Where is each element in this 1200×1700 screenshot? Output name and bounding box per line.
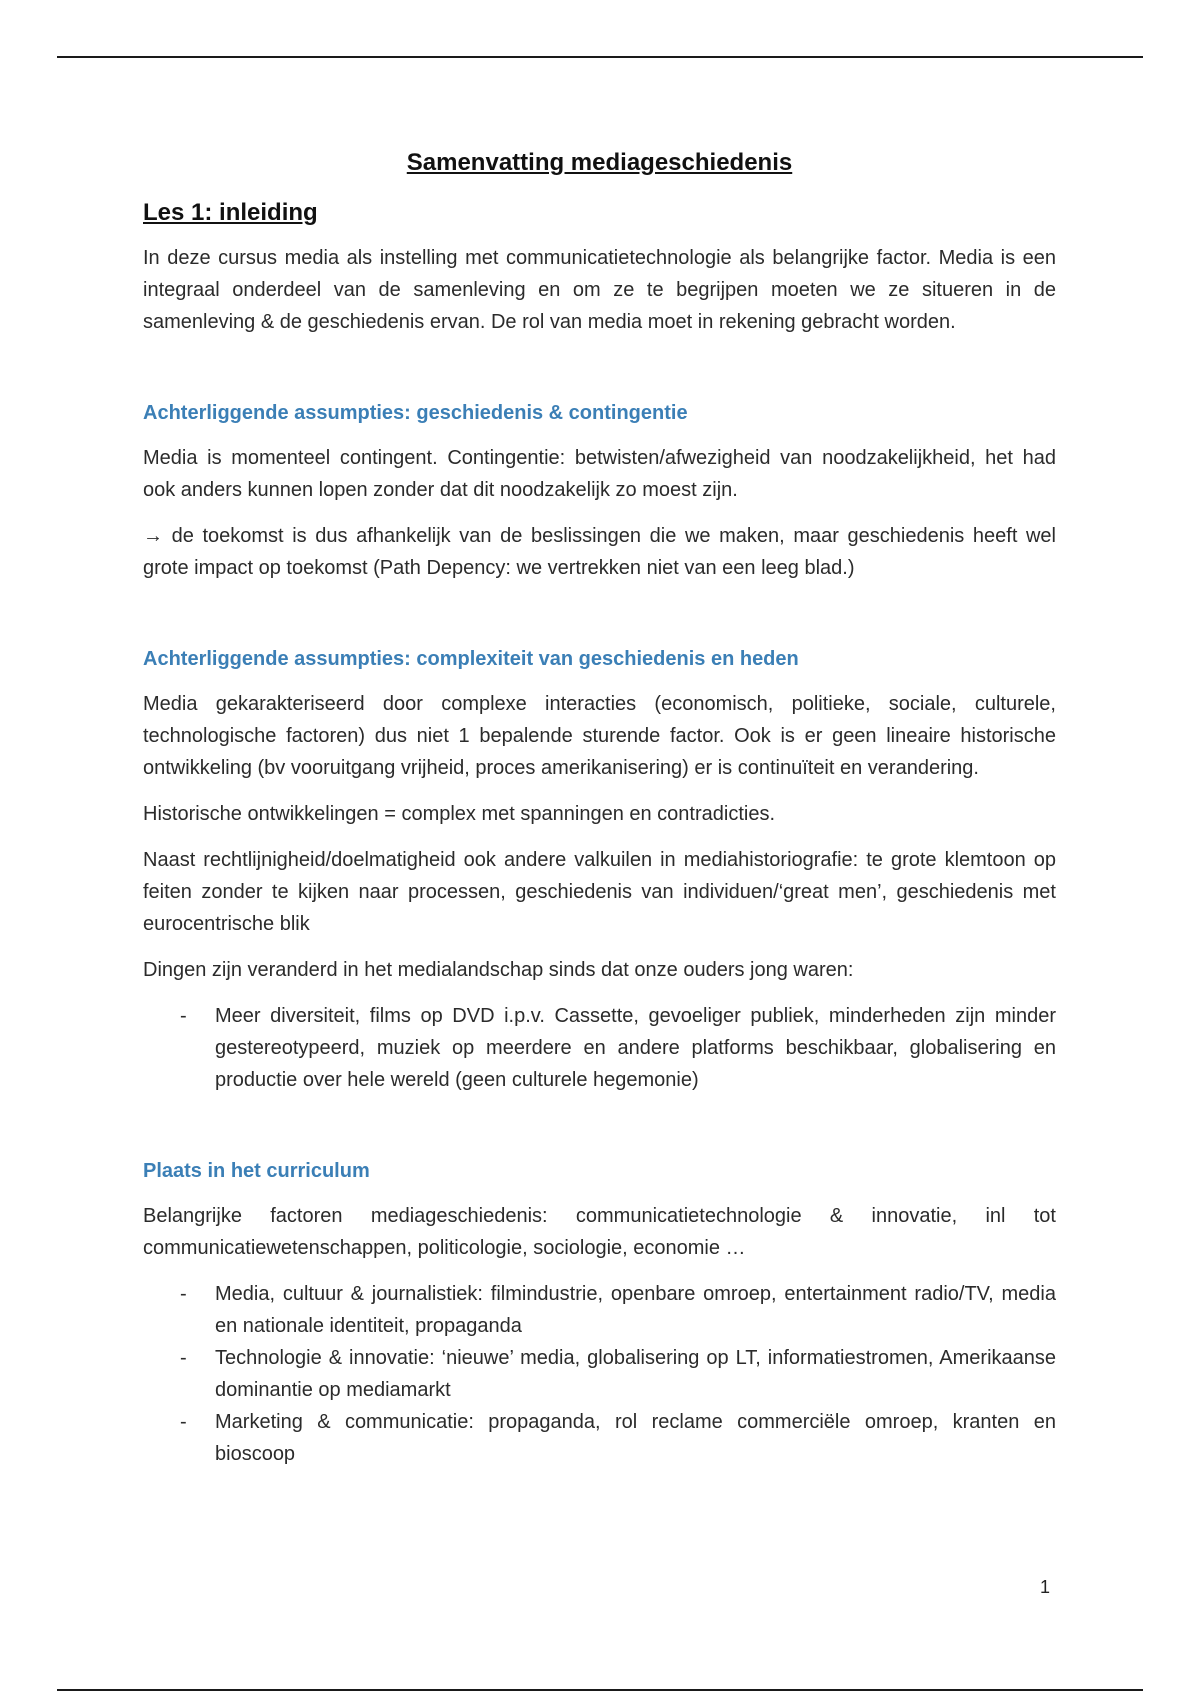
document-page [143,140,1056,1470]
page-number: 1 [1040,1577,1051,1597]
document-title: Samenvatting mediageschiedenis [406,149,793,176]
section-heading-curriculum: Plaats in het curriculum [143,1160,370,1182]
list-item-text: Meer diversiteit, films op DVD i.p.v. Cassette, gevoeliger publiek, minderheden zijn minder gestereotypeerd, muziek op meerdere en andere platforms beschikbaar, globalisering en productie over hele wereld (geen culturele hegemonie) [215,1005,1056,1091]
list-item-text: Media, cultuur & journalistiek: filmindustrie, openbare omroep, entertainment radio/TV, media en nationale identiteit, propaganda [215,1283,1056,1337]
complexiteit-paragraph-4: Dingen zijn veranderd in het medialandschap sinds dat onze ouders jong waren: [143,959,854,981]
curriculum-bullet-list [143,1278,1056,1470]
list-item-text: Technologie & innovatie: ‘nieuwe’ media, globalisering op LT, informatiestromen, Amerikaanse dominantie op mediamarkt [215,1347,1056,1401]
curriculum-paragraph-1: Belangrijke factoren mediageschiedenis: communicatietechnologie & innovatie, inl tot communicatiewetenschappen, politicologie, sociologie, economie … [143,1205,1056,1259]
section-heading-contingentie: Achterliggende assumpties: geschiedenis & contingentie [143,402,688,424]
bullet-dash: - [180,1347,187,1369]
list-item [143,1278,1056,1342]
bullet-dash: - [180,1283,187,1305]
list-item [143,1000,1056,1096]
bullet-dash: - [180,1411,187,1433]
contingentie-paragraph-1: Media is momenteel contingent. Contingentie: betwisten/afwezigheid van noodzakelijkheid, het had ook anders kunnen lopen zonder dat dit noodzakelijk zo moest zijn. [143,447,1056,501]
section-heading-complexiteit: Achterliggende assumpties: complexiteit van geschiedenis en heden [143,648,799,670]
lesson-intro-paragraph: In deze cursus media als instelling met communicatietechnologie als belangrijke factor. Media is een integraal onderdeel van de samenleving en om ze te begrijpen moeten we ze situeren in de samenleving & de geschiedenis ervan. De rol van media moet in rekening gebracht worden. [143,247,1056,333]
complexiteit-paragraph-3: Naast rechtlijnigheid/doelmatigheid ook andere valkuilen in mediahistoriografie: te grote klemtoon op feiten zonder te kijken naar processen, geschiedenis van individuen/‘great men’, geschiedenis met eurocentrische blik [143,849,1056,935]
bullet-dash: - [180,1005,187,1027]
list-item-text: Marketing & communicatie: propaganda, rol reclame commerciële omroep, kranten en bioscoop [215,1411,1056,1465]
complexiteit-bullet-list [143,1000,1056,1096]
header-rule [57,56,1143,58]
contingentie-paragraph-2: → de toekomst is dus afhankelijk van de beslissingen die we maken, maar geschiedenis heeft wel grote impact op toekomst (Path Depency: we vertrekken niet van een leeg blad.) [143,525,1056,579]
list-item [143,1342,1056,1406]
lesson-title: Les 1: inleiding [143,199,318,226]
complexiteit-paragraph-1: Media gekarakteriseerd door complexe interacties (economisch, politieke, sociale, culturele, technologische factoren) dus niet 1 bepalende sturende factor. Ook is er geen lineaire historische ontwikkeling (bv vooruitgang vrijheid, proces amerikanisering) er is continuïteit en verandering. [143,693,1056,779]
footer-rule [57,1689,1143,1691]
list-item [143,1406,1056,1470]
complexiteit-paragraph-2: Historische ontwikkelingen = complex met spanningen en contradicties. [143,803,776,825]
